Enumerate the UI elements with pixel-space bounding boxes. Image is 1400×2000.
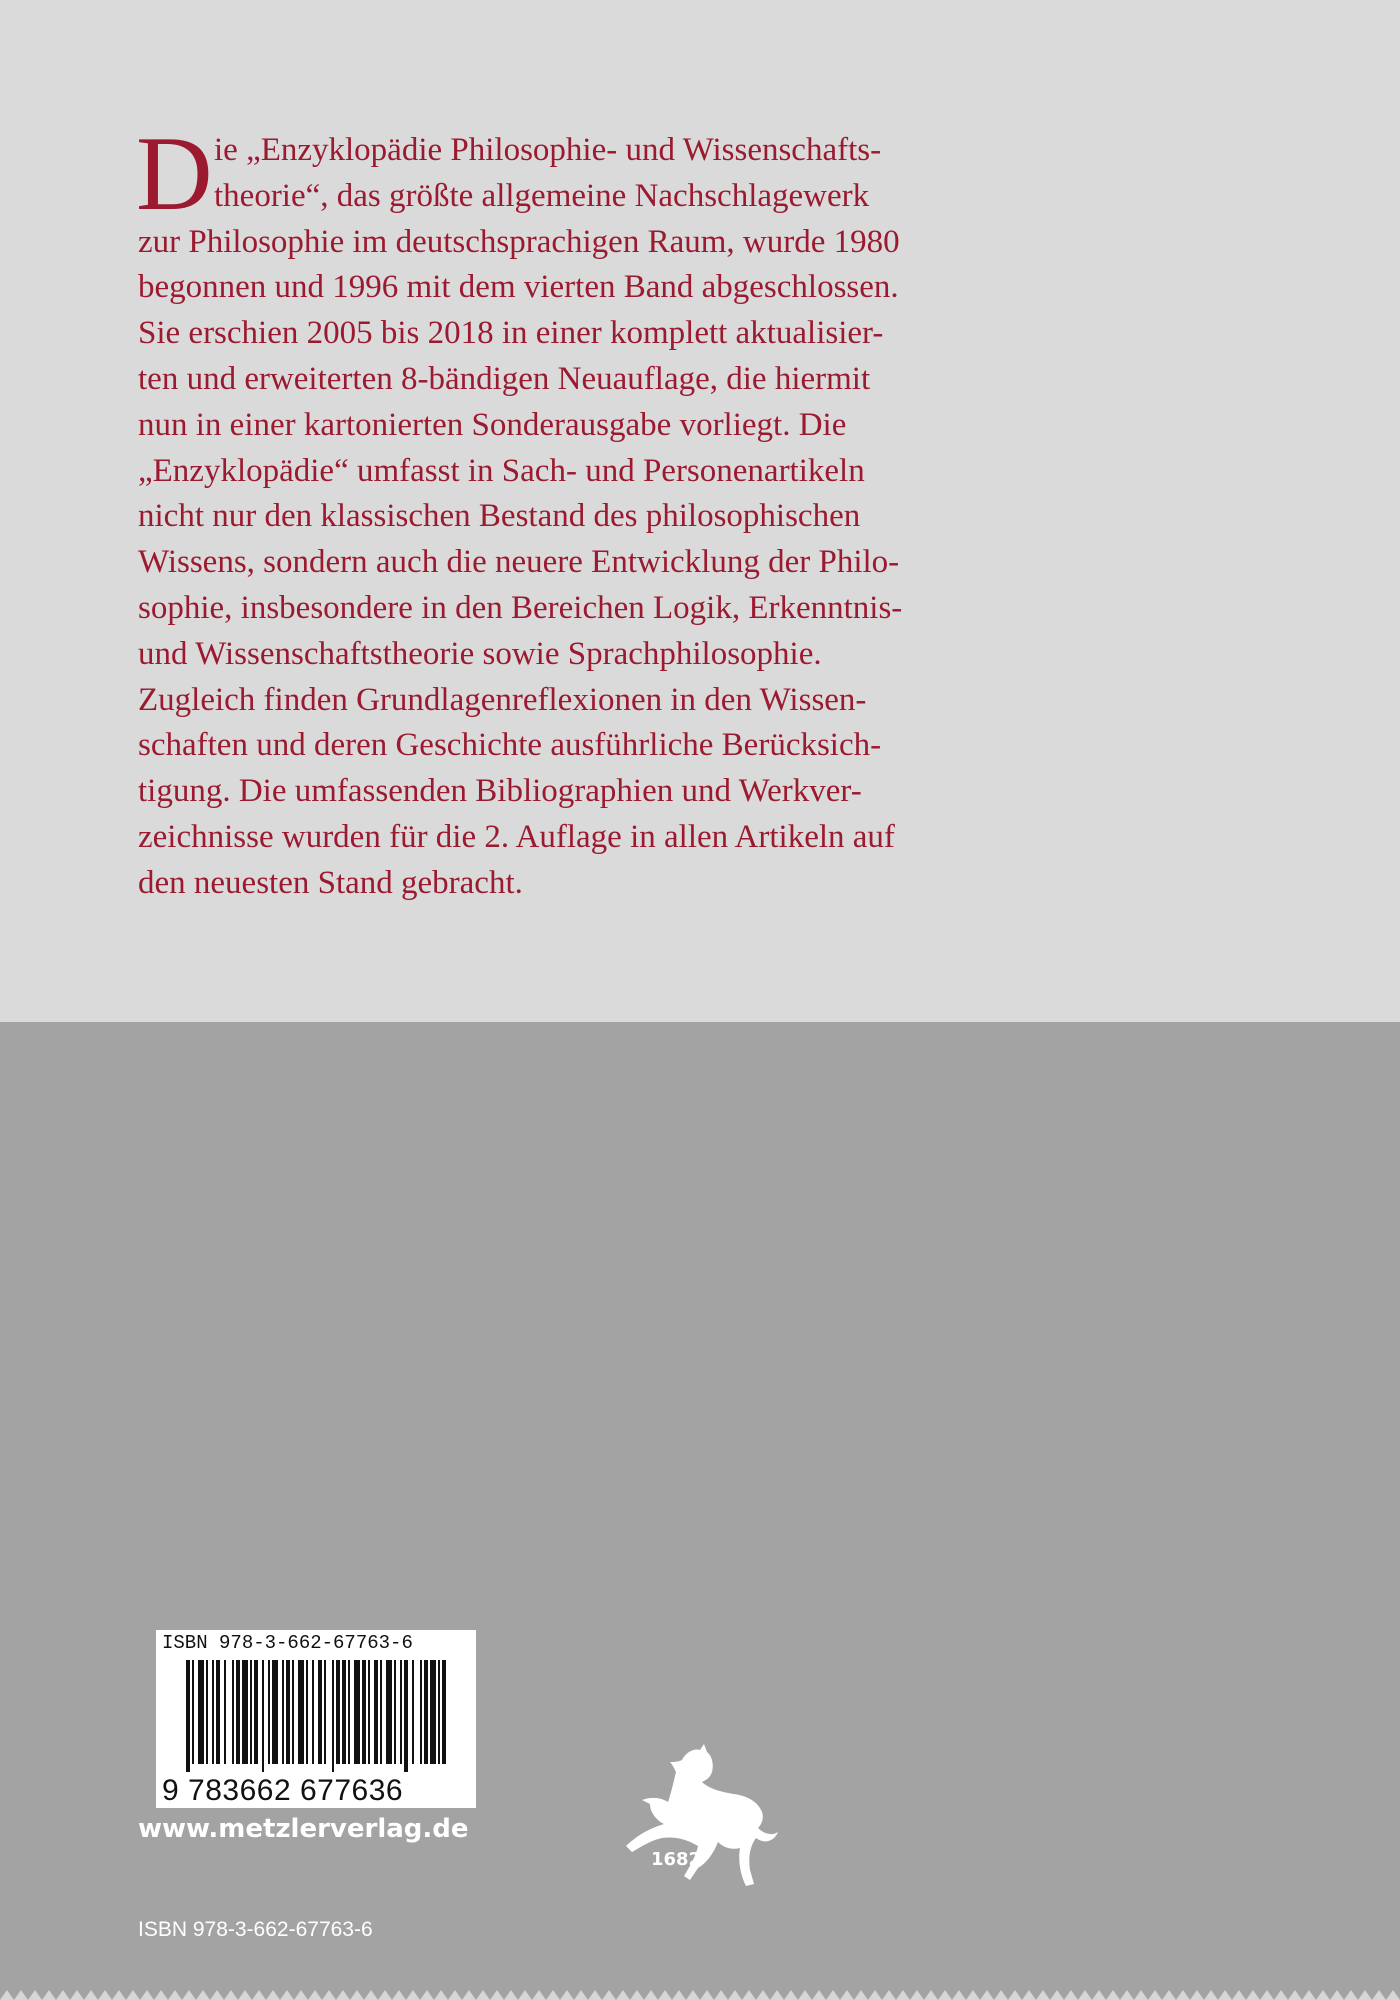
blurb-line: nicht nur den klassischen Bestand des philosophischen xyxy=(138,498,861,535)
blurb-line: den neuesten Stand gebracht. xyxy=(138,864,523,901)
barcode-digits: 9 783662 677636 xyxy=(162,1774,404,1807)
logo-year: 1682 xyxy=(650,1849,702,1870)
blurb-line: zeichnisse wurden für die 2. Auflage in allen Artikeln auf xyxy=(138,818,895,855)
edge-pattern xyxy=(0,1986,1400,2000)
isbn-footer: ISBN 978-3-662-67763-6 xyxy=(138,1918,373,1941)
drop-cap: D xyxy=(136,115,213,232)
blurb-line: Wissens, sondern auch die neuere Entwicklung der Philo- xyxy=(138,544,900,581)
blurb-line: sophie, insbesondere in den Bereichen Logik, Erkenntnis- xyxy=(138,589,903,626)
blurb-line: begonnen und 1996 mit dem vierten Band abgeschlossen. xyxy=(138,269,899,306)
blurb-line: schaften und deren Geschichte ausführliche Berücksich- xyxy=(138,727,882,764)
blurb-line: und Wissenschaftstheorie sowie Sprachphilosophie. xyxy=(138,635,822,672)
blurb-line: Zugleich finden Grundlagenreflexionen in den Wissen- xyxy=(138,681,867,718)
horse-icon xyxy=(612,1740,792,1896)
blurb-line: nun in einer kartonierten Sonderausgabe vorliegt. Die xyxy=(138,406,847,443)
blurb-line: theorie“, das größte allgemeine Nachschlagewerk xyxy=(214,177,870,214)
blurb-line: ie „Enzyklopädie Philosophie- und Wissenschafts- xyxy=(214,132,882,168)
barcode xyxy=(156,1630,476,1808)
blurb-line: Sie erschien 2005 bis 2018 in einer komplett aktualisier- xyxy=(138,315,884,352)
blurb-line: zur Philosophie im deutschsprachigen Raum, wurde 1980 xyxy=(138,223,900,260)
barcode-isbn-label: ISBN 978-3-662-67763-6 xyxy=(162,1632,413,1654)
blurb-text xyxy=(138,128,1058,907)
blurb-line: ten und erweiterten 8-bändigen Neuauflage, die hiermit xyxy=(138,360,871,397)
blurb-line: „Enzyklopädie“ umfasst in Sach- und Personenartikeln xyxy=(138,452,865,489)
publisher-website: www.metzlerverlag.de xyxy=(138,1814,469,1844)
blurb-line: tigung. Die umfassenden Bibliographien und Werkver- xyxy=(138,773,862,810)
barcode-bars xyxy=(186,1660,450,1772)
